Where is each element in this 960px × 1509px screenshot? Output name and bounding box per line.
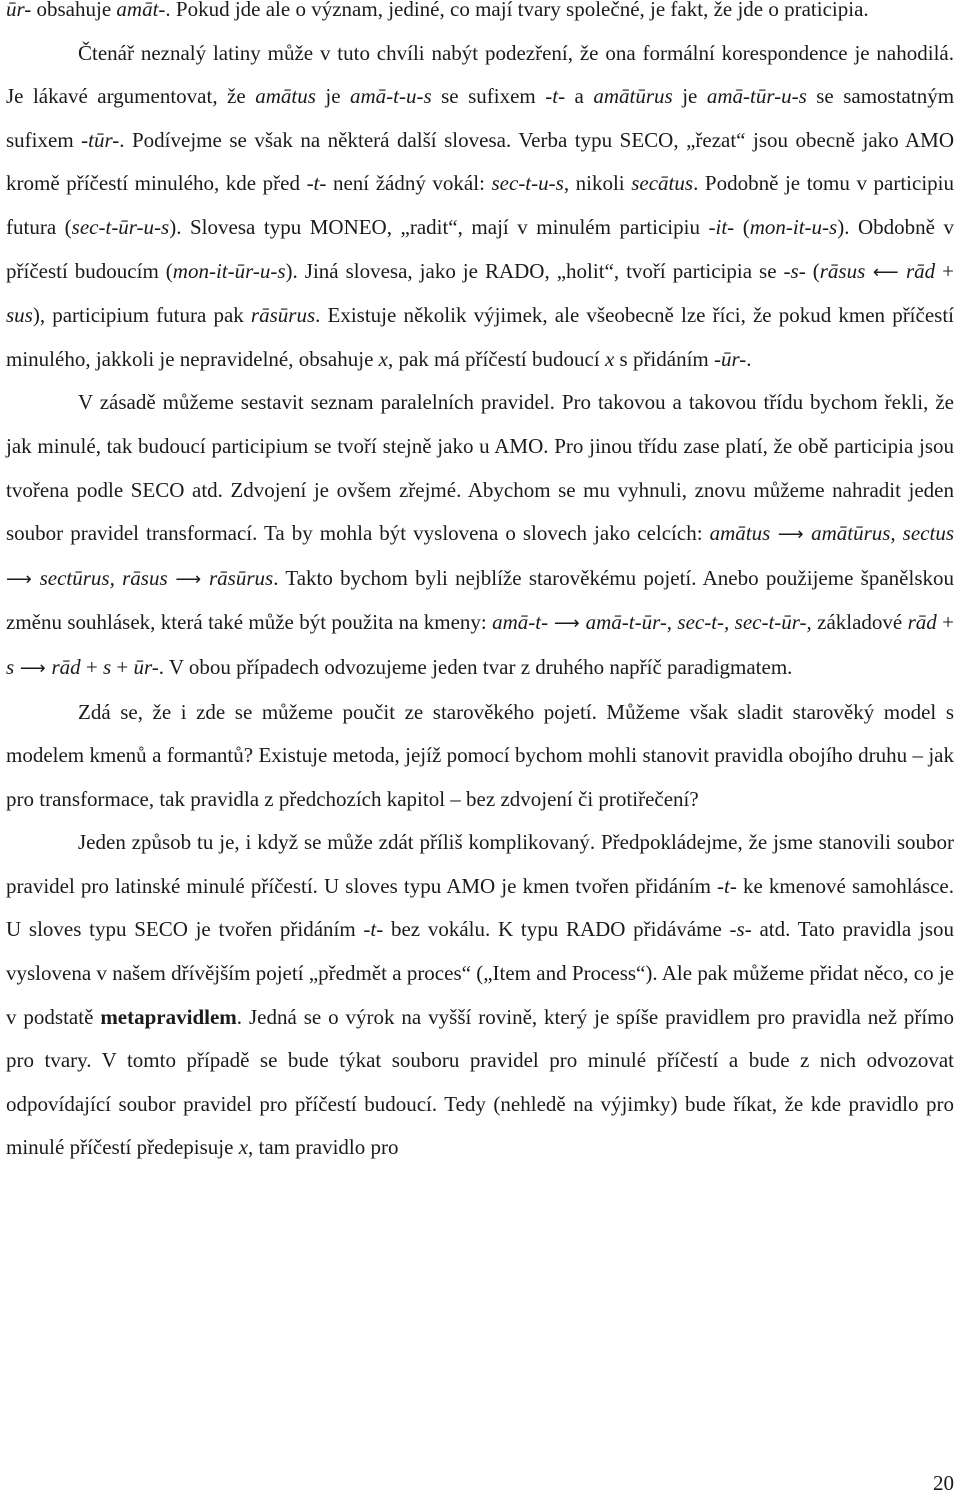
text-run: + (111, 654, 134, 679)
italic-term: rād (907, 610, 937, 635)
italic-term: rāsūrus (250, 303, 316, 328)
italic-term: -t- (306, 171, 327, 196)
paragraph (6, 821, 954, 1170)
text-run: obsahuje (31, 0, 117, 21)
text-run: Jeden způsob tu je, i když se může zdát příliš komplikovaný. Předpokládejme, že jsme stanovili soubor pravidel pro latinské minulé příčestí. U sloves typu AMO je kmen tvořen přidáním (6, 830, 954, 898)
text-run: s přidáním (614, 346, 715, 371)
italic-term: amātus (709, 521, 771, 546)
text-run: , pak má příčestí budoucí (387, 346, 605, 371)
body-text (6, 0, 954, 1170)
text-run: Čtenář neznalý latiny může v tuto chvíli nabýt podezření, že ona formální korespondence je nahodilá. Je lákavé argumentovat, že (6, 40, 954, 109)
text-run: ). Slovesa typu MONEO, „radit“, mají v minulém participiu (169, 214, 709, 239)
paragraph (6, 381, 954, 690)
text-run: není žádný vokál: (326, 171, 492, 196)
text-run: . Podívejme se však na některá další slovesa. Verba typu SECO, „řezat“ jsou obecně jako AMO kromě příčestí minulého, kde před (6, 127, 954, 196)
text-run: je (672, 84, 707, 109)
italic-term: amātūrus, sectus (811, 521, 955, 546)
italic-term: rād (906, 258, 936, 283)
italic-term: -s- (729, 917, 752, 942)
arrow-symbol: ⟶ (770, 524, 812, 546)
italic-term: x (604, 346, 615, 371)
italic-term: -t- (363, 917, 384, 942)
arrow-symbol: ⟶ (14, 657, 52, 679)
italic-term: amā-t-ūr-, sec-t-, sec-t-ūr-, (585, 610, 812, 635)
text-run: bez vokálu. K typu RADO přidáváme (383, 917, 730, 942)
paragraph (6, 32, 954, 382)
italic-term: amā-tūr-u-s (706, 84, 807, 109)
text-run: . Podobně je tomu v participiu futura ( (6, 171, 954, 239)
text-run: + (80, 654, 103, 679)
italic-term: s (6, 654, 15, 679)
italic-term: sec-t-ūr-u-s (71, 214, 170, 239)
paragraph (6, 0, 954, 32)
text-run: . Takto bychom byli nejblíže starověkému pojetí. Anebo použijeme španělskou změnu souhlásek, která také může být použita na kmeny: (6, 565, 955, 635)
italic-term: amā-t- (492, 610, 549, 635)
text-run: ke kmenové samohlásce. U sloves typu SECO je tvořen přidáním (6, 873, 955, 942)
italic-term: -ūr- (714, 346, 747, 371)
text-run: V zásadě můžeme sestavit seznam paralelních pravidel. Pro takovou a takovou třídu bychom řekli, že jak minulé, tak budoucí participium se tvoří stejně jako u AMO. Pro jinou třídu zase platí, že obě participia jsou tvořena podle SECO atd. Zdvojení je ovšem zřejmé. Abychom se mu vyhnuli, znovu můžeme nahradit jeden soubor pravidel transformací. Ta by mohla být vyslovena o slovech jako celcích: (6, 390, 954, 546)
italic-term: x (378, 346, 388, 371)
italic-term: rāsus (819, 258, 866, 283)
text-run: . Jedná se o výrok na vyšší rovině, který je spíše pravidlem pro pravidla než přímo pro tvary. V tomto případě se bude týkat souboru pravidel pro minulé příčestí a bude z nich odvozovat odpovídající soubor pravidel pro příčestí budoucí. Tedy (nehledě na výjimky) bude říkat, že kde pravidlo pro minulé příčestí předepisuje (6, 1004, 954, 1160)
text-run: ), participium futura pak (32, 303, 251, 328)
arrow-symbol: ⟶ (167, 568, 209, 590)
italic-term: rād (51, 654, 81, 679)
text-run: atd. Tato pravidla jsou vyslovena v našem dřívějším pojetí „předmět a proces“ („Item and Process“). Ale pak můžeme přidat něco, co je v podstatě (6, 917, 954, 1029)
italic-term: ūr- (6, 0, 32, 21)
italic-term: mon-it-ūr-u-s (172, 258, 286, 283)
text-run: . Existuje několik výjimek, ale všeobecně lze říci, že pokud kmen příčestí minulého, jakkoli je nepravidelné, obsahuje (6, 303, 955, 371)
italic-term: amāt- (116, 0, 166, 21)
text-run: . V obou případech odvozujeme jeden tvar z druhého napříč paradigmatem. (158, 654, 793, 679)
arrow-symbol: ⟶ (548, 613, 586, 635)
italic-term: sec-t-u-s (491, 171, 564, 196)
text-run: ). Jiná slovesa, jako je RADO, „holit“, tvoří participia se (285, 258, 784, 283)
text-run: , tam pravidlo pro (248, 1135, 399, 1160)
text-run: . (746, 346, 752, 371)
page-number: 20 (933, 1471, 954, 1495)
text-run: + (935, 258, 955, 283)
arrow-symbol: ⟵ (865, 261, 906, 283)
text-run: ). Obdobně v příčestí budoucím ( (6, 214, 955, 283)
text-run: . Pokud jde ale o význam, jediné, co mají tvary společné, je fakt, že jde o praticipia. (165, 0, 869, 21)
text-run: je (315, 84, 350, 109)
text-run: Zdá se, že i zde se můžeme poučit ze starověkého pojetí. Můžeme však sladit starověký model s modelem kmenů a formantů? Existuje metoda, jejíž pomocí bychom mohli stanovit pravidla obojího druhu – jak pro transformace, tak pravidla z předchozích kapitol – bez zdvojení či protiřečení? (6, 699, 954, 811)
text-run: , nikoli (563, 171, 632, 196)
italic-term: rāsūrus (208, 565, 274, 590)
italic-term: -it- (708, 214, 735, 239)
italic-term: amātus (255, 84, 316, 109)
italic-term: -tūr- (81, 127, 120, 152)
italic-term: amātūrus (593, 84, 673, 109)
italic-term: sectūrus, rāsus (39, 565, 168, 590)
italic-term: mon-it-u-s (749, 214, 838, 239)
arrow-symbol: ⟶ (6, 568, 40, 590)
paragraph (6, 691, 954, 822)
bold-term: metapravidlem (100, 1004, 237, 1029)
text-run: a (565, 84, 594, 109)
text-run: + (936, 610, 954, 635)
italic-term: x (238, 1135, 249, 1160)
italic-term: amā-t-u-s (350, 84, 432, 109)
text-run: základové (811, 610, 908, 635)
italic-term: sus (6, 303, 33, 328)
text-run: ( (805, 258, 820, 283)
text-run: se samostatným sufixem (6, 84, 955, 152)
italic-term: secātus (631, 171, 694, 196)
text-run: se sufixem (431, 84, 546, 109)
italic-term: -s- (783, 258, 806, 283)
italic-term: ūr- (133, 654, 159, 679)
italic-term: -t- (717, 873, 737, 898)
italic-term: -t- (545, 84, 566, 109)
italic-term: s (102, 654, 112, 679)
text-run: ( (734, 214, 750, 239)
